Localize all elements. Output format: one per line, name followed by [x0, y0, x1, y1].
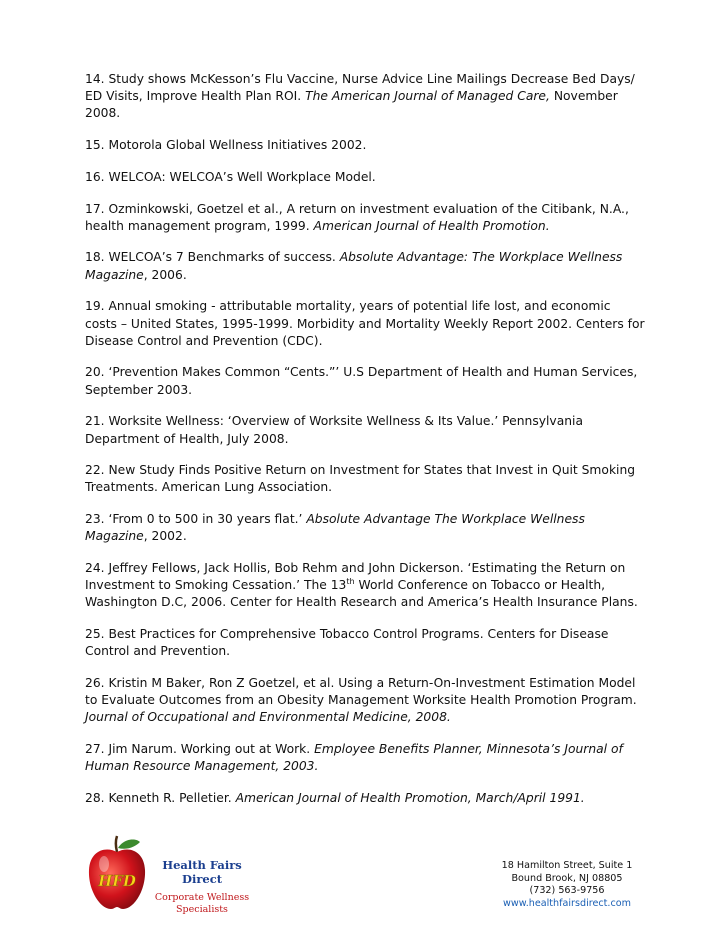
reference-text: 25. Best Practices for Comprehensive Tobacco Control Programs. Centers for Disease Control and Prevention.: [85, 627, 609, 659]
contact-address: [496, 860, 638, 910]
logo-initials: HFD: [98, 872, 136, 890]
reference-item: [85, 364, 645, 398]
address-line-2: Bound Brook, NJ 08805: [511, 872, 623, 884]
reference-item: [85, 560, 645, 612]
reference-item: [85, 626, 645, 660]
reference-item: [85, 462, 645, 496]
reference-text: 19. Annual smoking - attributable mortality, years of potential life lost, and economic costs – United States, 1995-1999. Morbidity and Mortality Weekly Report 2002. Centers for Disease Control and Prevention (CDC).: [85, 299, 645, 348]
reference-text: November 2008.: [85, 89, 618, 121]
reference-text: 23. ‘From 0 to 500 in 30 years flat.’: [85, 512, 307, 527]
reference-item: [85, 71, 645, 123]
reference-text: 24. Jeffrey Fellows, Jack Hollis, Bob Rehm and John Dickerson. ‘Estimating the Return on Investment to Smoking Cessation.’ The 13: [85, 561, 626, 593]
reference-text: 26. Kristin M Baker, Ron Z Goetzel, et al. Using a Return-On-Investment Estimation Model to Evaluate Outcomes from an Obesity Management Worksite Health Promotion Program.: [85, 676, 637, 708]
brand-tagline: [152, 892, 252, 916]
brand-block: [152, 858, 252, 916]
reference-source: Absolute Advantage: The Workplace Wellness Magazine: [85, 250, 623, 282]
reference-text: 22. New Study Finds Positive Return on Investment for States that Invest in Quit Smoking Treatments. American Lung Association.: [85, 463, 636, 495]
reference-source: Employee Benefits Planner, Minnesota’s Journal of Human Resource Management, 2003.: [85, 742, 623, 774]
reference-item: [85, 413, 645, 447]
reference-text: 18. WELCOA’s 7 Benchmarks of success.: [85, 250, 340, 265]
address-line-1: 18 Hamilton Street, Suite 1: [501, 860, 633, 871]
reference-item: [85, 675, 645, 727]
reference-source: The American Journal of Managed Care,: [305, 89, 550, 104]
reference-text: 15. Motorola Global Wellness Initiatives 2002.: [85, 138, 367, 153]
reference-source: American Journal of Health Promotion.: [313, 218, 550, 233]
reference-text: 27. Jim Narum. Working out at Work.: [85, 742, 315, 757]
reference-item: [85, 201, 645, 235]
reference-item: [85, 511, 645, 545]
apple-logo-icon: [86, 834, 148, 912]
reference-item: [85, 249, 645, 283]
reference-text: 14. Study shows McKesson’s Flu Vaccine, Nurse Advice Line Mailings Decrease Bed Days/ ED Visits, Improve Health Plan ROI.: [85, 72, 635, 104]
brand-tagline-line-1: Corporate Wellness: [154, 892, 250, 903]
reference-text: 20. ‘Prevention Makes Common “Cents.”’ U.S Department of Health and Human Services, September 2003.: [85, 365, 638, 397]
reference-source: American Journal of Health Promotion, March/April 1991.: [235, 791, 585, 806]
website-link[interactable]: www.healthfairsdirect.com: [503, 897, 631, 909]
reference-list: [85, 71, 645, 822]
brand-name: Health Fairs Direct: [162, 858, 242, 886]
reference-item: [85, 137, 645, 154]
reference-text: , 2006.: [143, 267, 187, 282]
reference-text: , 2002.: [143, 529, 187, 544]
brand-tagline-line-2: Specialists: [176, 904, 228, 915]
reference-source: Absolute Advantage The Workplace Wellness Magazine: [85, 512, 585, 544]
reference-item: [85, 298, 645, 350]
reference-item: [85, 741, 645, 775]
reference-text: 28. Kenneth R. Pelletier.: [85, 791, 236, 806]
superscript: th: [346, 577, 355, 587]
reference-text: 17. Ozminkowski, Goetzel et al., A return on investment evaluation of the Citibank, N.A., health management program, 1999.: [85, 201, 629, 233]
reference-item: [85, 169, 645, 186]
phone-number: (732) 563-9756: [529, 885, 605, 896]
reference-text: 16. WELCOA: WELCOA’s Well Workplace Model.: [85, 169, 376, 184]
reference-text: 21. Worksite Wellness: ‘Overview of Worksite Wellness & Its Value.’ Pennsylvania Department of Health, July 2008.: [85, 414, 583, 446]
page-footer: [0, 828, 728, 942]
reference-item: [85, 790, 645, 807]
reference-text: World Conference on Tobacco or Health, Washington D.C, 2006. Center for Health Research and America’s Health Insurance Plans.: [85, 578, 638, 610]
reference-source: Journal of Occupational and Environmental Medicine, 2008.: [85, 710, 451, 725]
